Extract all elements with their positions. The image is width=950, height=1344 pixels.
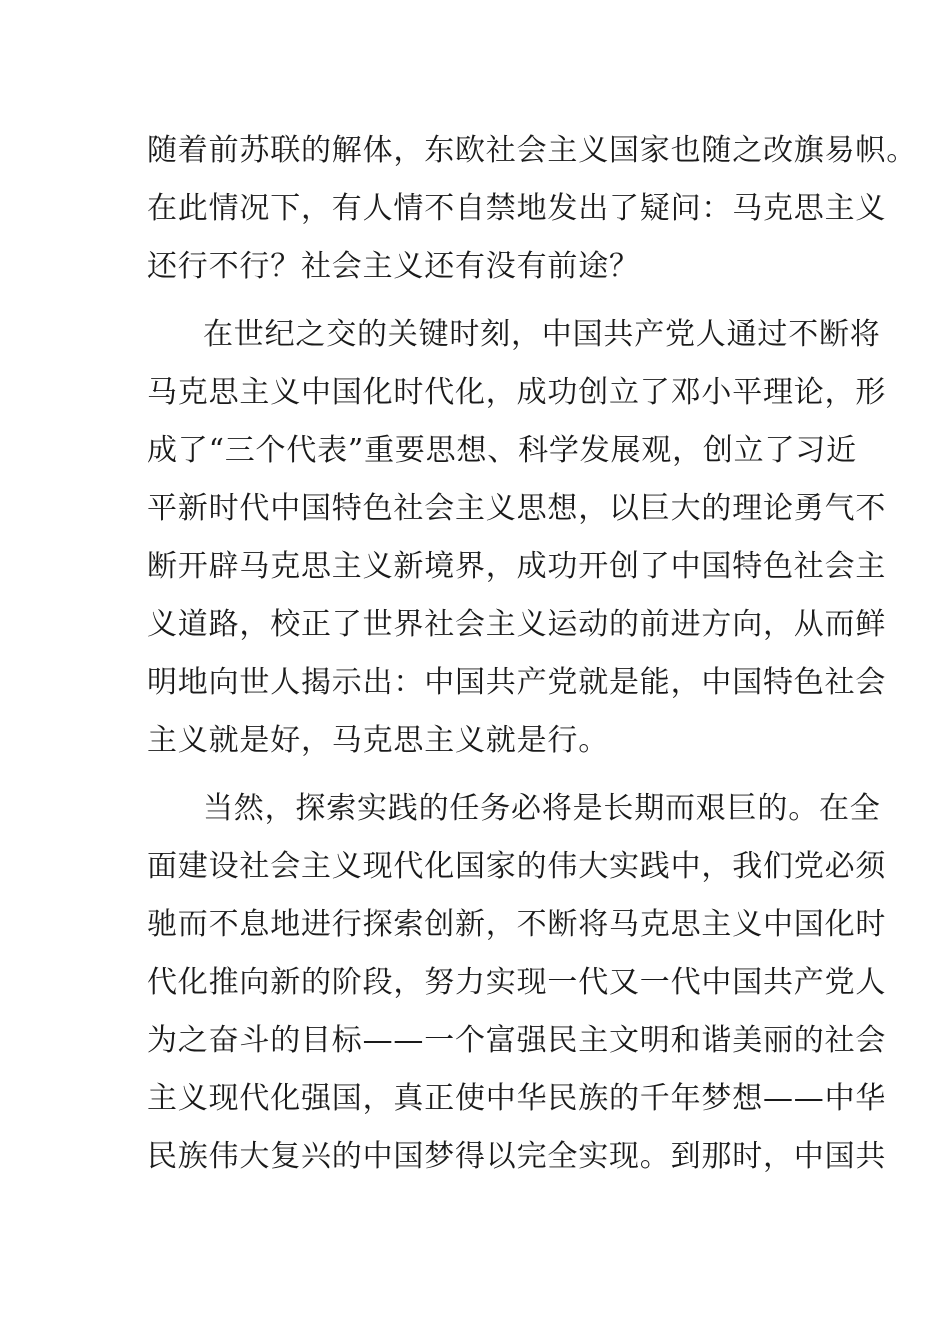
text-line: 面建设社会主义现代化国家的伟大实践中，我们党必须 <box>147 849 887 884</box>
text-line: 驰而不息地进行探索创新，不断将马克思主义中国化时 <box>147 907 887 942</box>
text-line: 当然，探索实践的任务必将是长期而艰巨的。在全 <box>203 791 881 826</box>
text-line: 平新时代中国特色社会主义思想，以巨大的理论勇气不 <box>147 491 887 526</box>
text-line: 断开辟马克思主义新境界，成功开创了中国特色社会主 <box>147 549 887 584</box>
text-line: 义道路，校正了世界社会主义运动的前进方向，从而鲜 <box>147 607 887 642</box>
text-line: 还行不行？社会主义还有没有前途？ <box>147 249 640 284</box>
text-line: 代化推向新的阶段，努力实现一代又一代中国共产党人 <box>147 965 887 1000</box>
text-line: 马克思主义中国化时代化，成功创立了邓小平理论，形 <box>147 375 887 410</box>
text-line: 为之奋斗的目标——一个富强民主文明和谐美丽的社会 <box>147 1023 887 1058</box>
text-line: 成了“三个代表”重要思想、科学发展观，创立了习近 <box>147 433 857 468</box>
text-line: 在此情况下，有人情不自禁地发出了疑问：马克思主义 <box>147 191 887 226</box>
text-line: 在世纪之交的关键时刻，中国共产党人通过不断将 <box>203 317 881 352</box>
text-line: 主义现代化强国，真正使中华民族的千年梦想——中华 <box>147 1081 887 1116</box>
text-line: 主义就是好，马克思主义就是行。 <box>147 723 609 758</box>
text-line: 民族伟大复兴的中国梦得以完全实现。到那时，中国共 <box>147 1139 887 1174</box>
text-line: 明地向世人揭示出：中国共产党就是能，中国特色社会 <box>147 665 887 700</box>
text-line: 随着前苏联的解体，东欧社会主义国家也随之改旗易帜。 <box>147 133 917 168</box>
